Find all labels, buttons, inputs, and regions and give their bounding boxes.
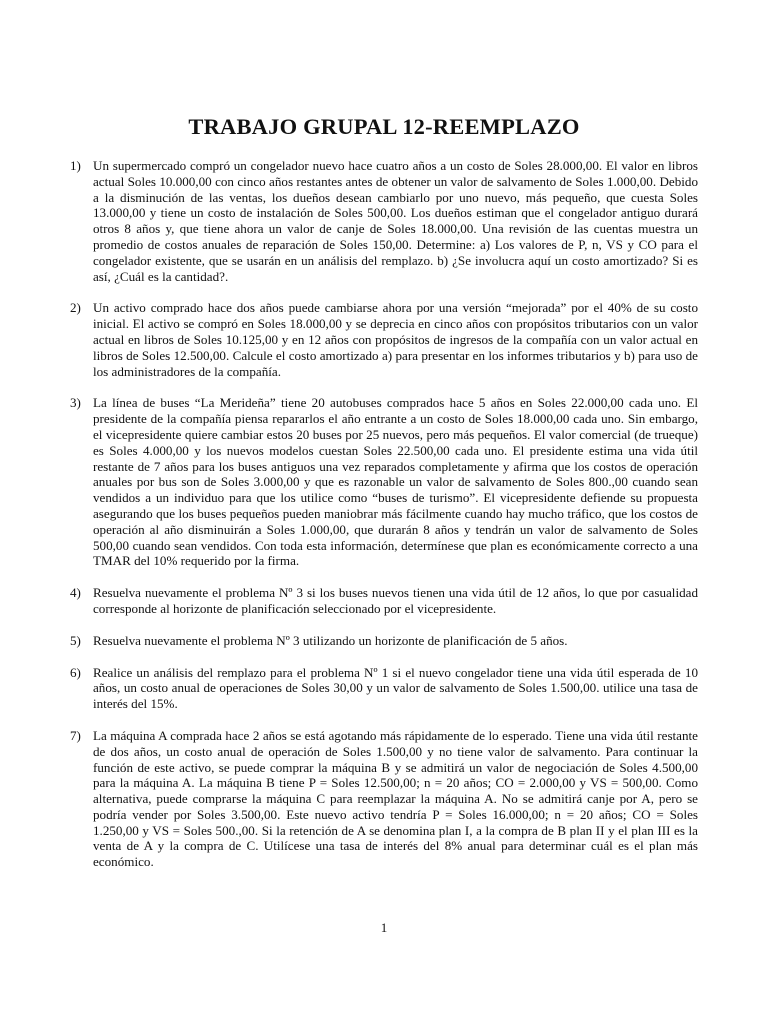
problem-number: 6): [70, 664, 81, 680]
problem-list: [70, 158, 698, 886]
problem-item: [70, 585, 698, 617]
problem-text: La máquina A comprada hace 2 años se está agotando más rápidamente de lo esperado. Tiene una vida útil restante de dos años, un costo anual de operación de Soles 1.500,00 y no tiene valor de salvamento. Para continuar la función de este activo, se puede comprar la máquina B y se admitirá un valor de negociación de Soles 4.500,00 para la máquina A. La máquina B tiene P = Soles 12.500,00; n = 20 años; CO = 2.000,00 y VS = 500,00. Como alternativa, puede comprarse la máquina C para reemplazar la máquina A. No se admitirá canje por A, pero se podría vender por Soles 3.500,00. Este nuevo activo tendría P = Soles 16.000,00; n = 20 años; CO = Soles 1.250,00 y VS = Soles 500.,00. Si la retención de A se denomina plan I, a la compra de B plan II y el plan III es la venta de A y la compra de C. Utilícese una tasa de interés del 8% anual para determinar cuál es el plan más económico.: [93, 727, 698, 870]
problem-text: Resuelva nuevamente el problema Nº 3 si los buses nuevos tienen una vida útil de 12 años, lo que por casualidad corresponde al horizonte de planificación seleccionado por el vicepresidente.: [93, 585, 698, 616]
problem-item: [70, 158, 698, 284]
page-number: 1: [380, 920, 388, 935]
problem-number: 3): [70, 395, 81, 411]
document-title: TRABAJO GRUPAL 12-REEMPLAZO: [188, 114, 580, 139]
problem-item: [70, 728, 698, 870]
problem-text: Un supermercado compró un congelador nuevo hace cuatro años a un costo de Soles 28.000,00. El valor en libros actual Soles 10.000,00 con cinco años restantes antes de obtener un valor de salvamento de Soles 1.000,00. Debido a la disminución de las ventas, los dueños desean cambiarlo por uno nuevo, más pequeño, que cuesta Soles 13.000,00 y tiene un costo de instalación de Soles 500,00. Los dueños estiman que el congelador antiguo durará otros 8 años y, que tiene ahora un valor de canje de Soles 18.000,00. Una revisión de las cuentas muestra un promedio de costos anuales de reparación de Soles 150,00. Determine: a) Los valores de P, n, VS y CO para el congelador existente, que se usarán en un análisis del remplazo. b) ¿Se involucra aquí un costo amortizado? Si es así, ¿Cuál es la cantidad?.: [93, 158, 698, 284]
problem-item: [70, 300, 698, 379]
problem-number: 7): [70, 727, 81, 743]
problem-item: [70, 395, 698, 569]
problem-text: La línea de buses “La Merideña” tiene 20 autobuses comprados hace 5 años en Soles 22.000,00 cada uno. El presidente de la compañía piensa repararlos el año entrante a un costo de Soles 18.000,00 cada uno. Sin embargo, el vicepresidente quiere cambiar estos 20 buses por 25 nuevos, pero más pequeños. El valor comercial (de trueque) es Soles 4.000,00 y los nuevos modelos cuestan Soles 22.500,00 cada uno. El presidente estima una vida útil restante de 7 años para los buses antiguos una vez reparados completamente y afirma que los costos de operación anuales por bus son de Soles 3.000,00 y que es razonable un valor de salvamento de Soles 800.,00 cuando sean vendidos a un individuo para que los utilice como “buses de turismo”. El vicepresidente defiende su propuesta asegurando que los buses pequeños pueden maniobrar más fácilmente cuando hay mucho tráfico, que los costos de operación al año disminuirán a Soles 1.000,00, que durarán 8 años y tendrán un valor de salvamento de Soles 500,00 cuando sean vendidos. Con toda esta información, determínese que plan es económicamente correcto a una TMAR del 10% requerido por la firma.: [93, 395, 698, 569]
problem-item: [70, 665, 698, 712]
problem-text: Realice un análisis del remplazo para el problema Nº 1 si el nuevo congelador tiene una vida útil esperada de 10 años, un costo anual de operaciones de Soles 30,00 y un valor de salvamento de Soles 1.500,00. utilice una tasa de interés del 15%.: [93, 664, 698, 712]
problem-number: 1): [70, 158, 81, 173]
problem-item: [70, 633, 698, 649]
problem-number: 2): [70, 300, 81, 316]
problem-text: Resuelva nuevamente el problema Nº 3 utilizando un horizonte de planificación de 5 años.: [93, 632, 568, 648]
problem-number: 5): [70, 632, 81, 648]
problem-text: Un activo comprado hace dos años puede cambiarse ahora por una versión “mejorada” por el 40% de su costo inicial. El activo se compró en Soles 18.000,00 y se deprecia en cinco años con propósitos tributarios con un valor actual en libros de Soles 10.125,00 y en 12 años con propósitos de ingresos de la compañía con un valor actual en libros de Soles 12.500,00. Calcule el costo amortizado a) para presentar en los informes tributarios y b) para uso de los administradores de la compañía.: [93, 300, 698, 379]
problem-number: 4): [70, 585, 81, 601]
